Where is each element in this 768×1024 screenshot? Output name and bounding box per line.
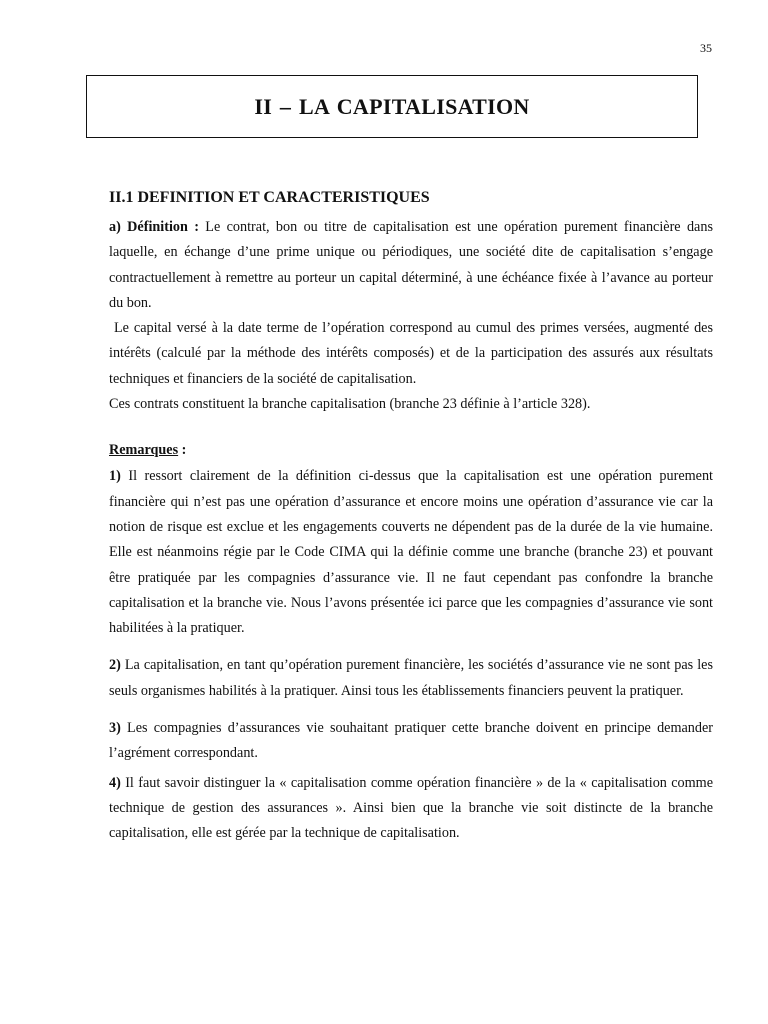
remarks-heading-line xyxy=(109,440,713,460)
remarks-colon: : xyxy=(178,442,187,459)
remark-item-2 xyxy=(109,653,713,704)
document-body xyxy=(109,188,713,847)
chapter-title-box xyxy=(86,75,698,138)
remark-item-4 xyxy=(109,771,713,847)
remark-label: 2) xyxy=(109,657,121,674)
remark-text: Il faut savoir distinguer la « capitalisation comme opération financière » de la « capitalisation comme technique de gestion des assurances ». Ainsi bien que la branche vie soit distincte de la branche capitalisation, elle est gérée par la technique de capitalisation. xyxy=(109,774,713,842)
definition-label: a) Définition : xyxy=(109,219,199,235)
remark-text: La capitalisation, en tant qu’opération purement financière, les sociétés d’assurance vie ne sont pas les seuls organismes habilités à la pratiquer. Ainsi tous les établissements financiers peuvent la pratiquer. xyxy=(109,657,713,699)
capital-paragraph: Le capital versé à la date terme de l’opération correspond au cumul des primes versées, augmenté des intérêts (calculé par la méthode des intérêts composés) et de la participation des assurés aux résultats techniques et financiers de la société de capitalisation. xyxy=(109,320,713,387)
remarks-heading: Remarques xyxy=(109,442,179,459)
remark-label: 4) xyxy=(109,774,121,791)
remark-label: 3) xyxy=(109,720,121,737)
definition-paragraph xyxy=(109,215,713,316)
chapter-title: II – LA CAPITALISATION xyxy=(254,93,530,119)
remark-item-1 xyxy=(109,464,713,641)
page-number: 35 xyxy=(700,41,712,55)
remark-item-3 xyxy=(109,716,713,767)
remark-text: Les compagnies d’assurances vie souhaitant pratiquer cette branche doivent en principe demander l’agrément correspondant. xyxy=(109,720,713,762)
definition-text: Le contrat, bon ou titre de capitalisation est une opération purement financière dans laquelle, en échange d’une prime unique ou périodiques, une société dite de capitalisation s’engage contractuellement à remettre au porteur un capital déterminé, à une échéance fixée à l’avance au porteur du bon. xyxy=(109,219,713,311)
section-heading: II.1 DEFINITION ET CARACTERISTIQUES xyxy=(109,189,430,206)
remark-text: Il ressort clairement de la définition ci-dessus que la capitalisation est une opération purement financière qui n’est pas une opération d’assurance et encore moins une opération d’assurance vie car la notion de risque est exclue et les engagements couverts ne dépendent pas de la durée de la vie humaine. Elle est néanmoins régie par le Code CIMA qui la définie comme une branche (branche 23) et pouvant être pratiquée par les compagnies d’assurance vie. Il ne faut cependant pas confondre la branche capitalisation et la branche vie. Nous l’avons présentée ici parce que les compagnies d’assurance vie sont habilitées à la pratiquer. xyxy=(109,468,713,637)
branch-paragraph: Ces contrats constituent la branche capitalisation (branche 23 définie à l’article 328). xyxy=(109,396,591,413)
remark-label: 1) xyxy=(109,468,121,485)
